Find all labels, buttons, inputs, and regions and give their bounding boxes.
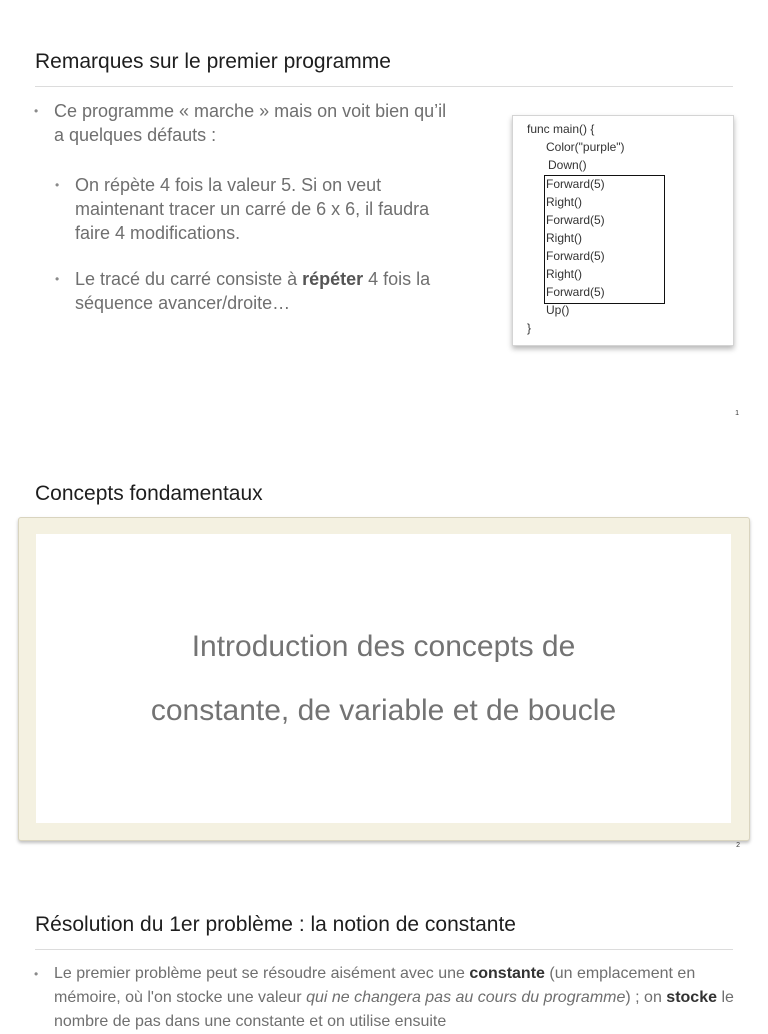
emphasis-italic: qui ne changera pas au cours du programme [306,989,626,1006]
code-line: func main() { [527,122,595,136]
emphasis: stocke [666,989,717,1006]
title-divider [35,86,733,87]
page-number: 1 [735,410,739,417]
page-number: 2 [736,842,740,849]
slide-title: Remarques sur le premier programme [35,50,391,73]
sub-bullet-2-text-end: 4 fois la séquence avancer/droite… [75,269,431,313]
sub-bullet-list [75,173,455,315]
emphasis-repeter: répéter [302,269,364,289]
bullet-list [54,99,454,147]
sub-bullet-2 [75,267,450,315]
text: le nombre de pas dans une constante et on utilise ensuite [54,989,734,1030]
text: ) ; on [625,989,667,1006]
code-line: Forward(5) [546,249,605,263]
frame-line-2: constante, de variable et de boucle [150,694,617,727]
parchment-frame [18,517,750,841]
frame-content [36,534,731,823]
emphasis: constante [469,965,545,982]
text: (un emplacement en mémoire, où l'on stocke une valeur [54,965,696,1006]
bullet-list [54,962,744,1034]
code-line: Right() [546,195,583,209]
code-line: Forward(5) [546,177,605,191]
slide-title: Résolution du 1er problème : la notion de constante [35,913,516,936]
code-line: Right() [546,231,583,245]
code-line: Right() [546,267,583,281]
text: Le premier problème peut se résoudre aisément avec une [54,965,470,982]
code-line: Up() [546,303,570,317]
slide-title: Concepts fondamentaux [35,482,263,505]
highlight-box [544,175,665,304]
code-snippet [512,115,734,346]
title-divider [35,949,733,950]
code-line: Color("purple") [546,140,625,154]
code-line: } [527,321,532,335]
code-line: Down() [548,158,587,172]
code-line: Forward(5) [546,285,605,299]
code-line: Forward(5) [546,213,605,227]
slide-1 [0,0,768,440]
sub-bullet-1: • On répète 4 fois la valeur 5. Si on veut maintenant tracer un carré de 6 x 6, il faudra faire 4 modifications. [75,173,435,245]
bullet-constante [54,962,744,1034]
bullet-main: • Ce programme « marche » mais on voit bien qu’il a quelques défauts : [54,99,449,147]
sub-bullet-2-text: Le tracé du carré consiste à [75,269,303,289]
frame-line-1: Introduction des concepts de [191,630,576,663]
